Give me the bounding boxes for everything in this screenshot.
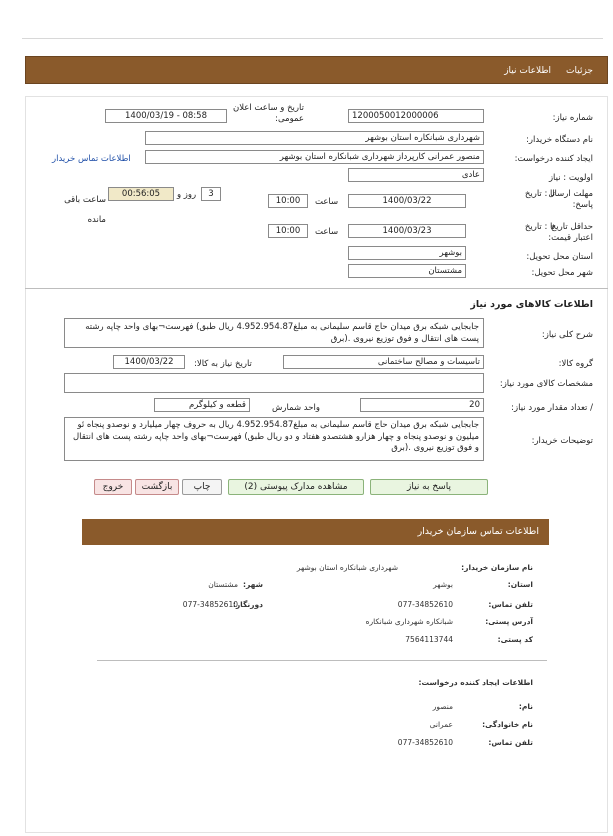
last-name-label: نام خانوادگی: [482,720,533,729]
contact-divider [97,660,547,661]
price-validity-label: حداقل تاریخ اعتبار قیمت: [548,222,593,243]
price-validity-date-label: تا : تاریخ [524,222,555,232]
reply-deadline-label: مهلت ارسال پاسخ: [548,189,593,210]
requester-label: ایجاد کننده درخواست: [514,154,593,164]
priority-label: اولویت : نیاز [548,173,593,183]
price-validity-time: 10:00 [268,224,308,238]
reply-deadline-time-label: ساعت [315,197,339,207]
postal-value: 7564113744 [405,635,453,644]
need-number-label: شماره نیاز: [552,113,593,123]
buyer-notes-label: توضیحات خریدار: [531,436,593,446]
reply-deadline-date-label: تا : تاریخ [524,189,555,199]
org-name-label: نام سازمان خریدار: [461,563,533,572]
unit-value: قطعه و کیلوگرم [154,398,250,412]
phone-label: تلفن تماس: [488,600,533,609]
province-value: بوشهر [348,246,466,260]
need-date-label: تاریخ نیاز به کالا: [194,359,252,369]
contact-province-label: استان: [507,580,533,589]
need-date-value: 1400/03/22 [113,355,185,369]
requester-value: منصور عمرانی کارپرداز شهرداری شبانکاره استان بوشهر [145,150,484,164]
reply-deadline-date: 1400/03/22 [348,194,466,208]
contact-province-value: بوشهر [433,580,453,589]
group-label: گروه کالا: [558,359,593,369]
goods-section-title: اطلاعات کالاهای مورد نیاز [470,299,593,310]
remaining-days: 3 [201,187,221,201]
exit-button[interactable]: خروج [94,479,132,495]
description-label: شرح کلی نیاز: [541,330,593,340]
buyer-notes-value: جابجایی شبکه برق میدان حاج قاسم سلیمانی به مبلغ4.952.954.87 ریال به حروف چهار میلیارد و نوصدو پنجاه ئو میلیون و نوصدو پنجاه و چهار هزارو هشتصدو هفتاد و دو ریال طبق) فهرست¬بهای واحد چاپه رشته پست های انتقال و فوق توزیع نیروی .(برق [64,417,484,461]
org-name-value: شهرداری شبانکاره استان بوشهر [296,563,398,572]
group-value: تاسیسات و مصالح ساختمانی [283,355,484,369]
print-button[interactable]: چاپ [182,479,222,495]
first-name-label: نام: [518,702,533,711]
contact-city-value: مشتستان [208,580,238,589]
need-number-value: 1200050012000006 [348,109,484,123]
buyer-name-label: نام دستگاه خریدار: [526,135,593,145]
quantity-label: / تعداد مقدار مورد نیاز: [511,403,593,413]
first-name-value: منصور [432,702,453,711]
reply-button[interactable]: پاسخ به نیاز [370,479,488,495]
announce-date-value: 1400/03/19 - 08:58 [105,109,227,123]
specs-label: مشخصات کالای مورد نیاز: [499,379,593,389]
days-label: روز و [177,190,197,200]
breadcrumb-need-info[interactable]: اطلاعات نیاز [504,66,551,76]
buyer-name-value: شهرداری شبانکاره استان بوشهر [145,131,484,145]
contact-city-label: شهر: [243,580,263,589]
back-button[interactable]: بازگشت [135,479,179,495]
breadcrumb-details[interactable]: جزئیات [566,66,593,76]
address-label: آدرس پستی: [485,617,533,626]
priority-value: عادی [348,168,484,182]
reply-deadline-time: 10:00 [268,194,308,208]
postal-label: کد پستی: [497,635,533,644]
description-value: جابجایی شبکه برق میدان حاج قاسم سلیمانی به مبلغ4.952.954.87 ریال طبق) فهرست¬بهای واحد چاپه رشته پست های انتقال و فوق توزیع نیروی .(برق [64,318,484,348]
last-name-value: عمرانی [429,720,453,729]
page-header [25,56,608,84]
announce-date-label: تاریخ و ساعت اعلان عمومی: [232,103,304,124]
creator-phone-value: 077-34852610 [397,738,453,747]
province-label: استان محل تحویل: [526,252,593,262]
remaining-label: ساعت باقی مانده [64,195,106,225]
buyer-contact-link[interactable]: اطلاعات تماس خریدار [52,154,131,164]
creator-phone-label: تلفن تماس: [488,738,533,747]
address-value: شبانکاره شهرداری شبانکاره [365,617,453,626]
top-divider [22,38,603,39]
city-value: مشتستان [348,264,466,278]
section-divider [25,288,608,289]
fax-value: 077-34852610 [182,600,238,609]
specs-value [64,373,484,393]
creator-title: اطلاعات ایجاد کننده درخواست: [418,678,533,687]
price-validity-time-label: ساعت [315,227,339,237]
view-attachments-button[interactable]: مشاهده مدارک پیوستی (2) [228,479,364,495]
contact-header [82,519,549,545]
unit-label: واحد شمارش [272,403,320,413]
phone-value: 077-34852610 [397,600,453,609]
contact-title: اطلاعات تماس سازمان خریدار [417,526,539,537]
city-label: شهر محل تحویل: [531,268,593,278]
fax-label: دورنگار: [232,600,263,609]
quantity-value: 20 [360,398,484,412]
remaining-time: 00:56:05 [108,187,174,201]
price-validity-date: 1400/03/23 [348,224,466,238]
